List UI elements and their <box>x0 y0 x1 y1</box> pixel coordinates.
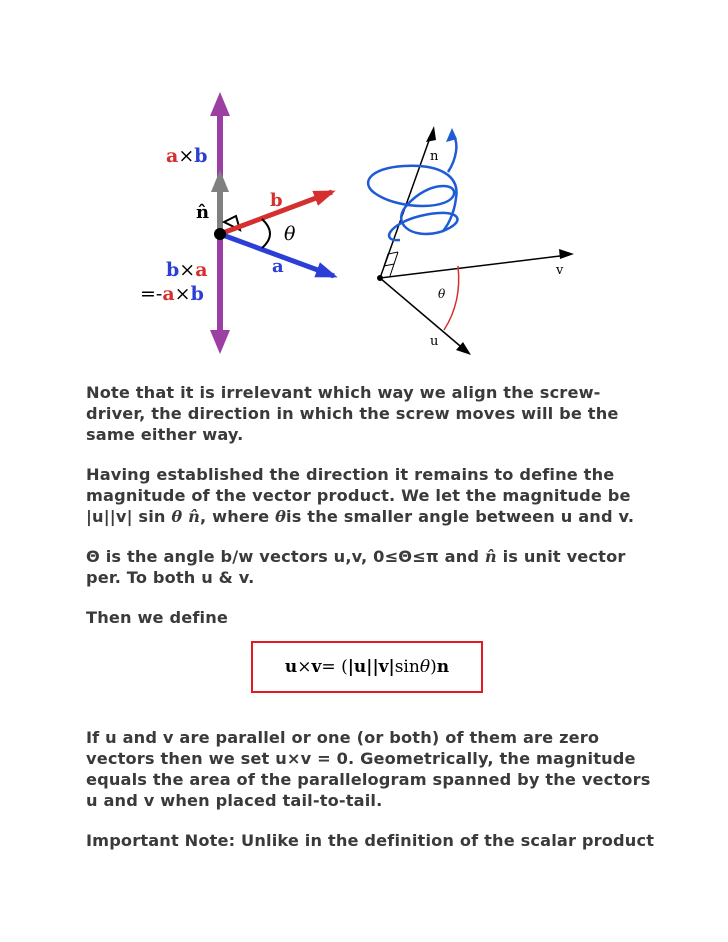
paragraph-parallel-zero: If u and v are parallel or one (or both) of them are zero vectors then we set u×v = 0. Geometrically, the magnitude equals the area of the parallelogram spanned by the vectors u and v when placed tail-to-tail. <box>86 728 651 810</box>
right-angle-marker <box>384 252 398 276</box>
label-n: n <box>430 149 439 164</box>
paragraph-screwdriver-note: Note that it is irrelevant which way we align the screw-driver, the direction in which the screw moves will be the same either way. <box>86 383 619 444</box>
u-axis <box>380 278 466 351</box>
label-u: u <box>430 334 439 349</box>
label-b: b <box>270 190 283 211</box>
angle-arc <box>262 219 270 248</box>
theta-symbol: θ <box>275 507 287 526</box>
label-neg-axb: =-a×b <box>140 283 204 305</box>
text-part: ≤π and <box>412 547 485 566</box>
nhat-symbol: n̂ <box>484 547 497 566</box>
n-arrowhead <box>426 126 436 142</box>
label-a: a <box>272 256 284 277</box>
nhat-symbol: n̂ <box>188 507 201 526</box>
label-v: v <box>556 263 564 278</box>
text-part: is the angle b/w vectors u,v, 0≤ <box>99 547 399 566</box>
text-part: , where <box>200 507 276 526</box>
v-axis <box>380 255 568 278</box>
axis-arrow-up <box>210 92 230 116</box>
origin-dot <box>377 275 383 281</box>
text-part: is the smaller angle between u and v. <box>286 507 635 526</box>
cross-product-formula: u × v = ( |u| |v| sin θ ) n <box>251 641 483 693</box>
paragraph-then-define: Then we define <box>86 608 229 627</box>
label-theta: θ <box>284 223 296 245</box>
text-part: is unit vector per. To both u & v. <box>86 547 626 587</box>
theta-symbol: Θ <box>398 547 413 566</box>
origin-dot <box>214 228 226 240</box>
paragraph-important-note: Important Note: Unlike in the definition of the scalar product <box>86 831 655 850</box>
label-theta: θ <box>438 287 446 301</box>
screw-rule-diagram-right <box>360 118 600 368</box>
v-arrowhead <box>559 249 574 259</box>
theta-symbol: θ <box>171 507 183 526</box>
label-nhat: n̂ <box>196 202 210 223</box>
text-part: Having established the direction it remains to define the magnitude of the vector product. We let the magnitude be |u||v| sin <box>86 465 631 526</box>
cross-product-diagram-left <box>120 88 370 358</box>
label-bxa: b×a <box>166 259 208 281</box>
label-axb: a×b <box>166 145 208 167</box>
paragraph-theta-definition <box>86 546 656 588</box>
theta-symbol: Θ <box>86 547 100 566</box>
angle-arc <box>444 266 459 330</box>
axis-arrow-down <box>210 330 230 354</box>
nhat-arrowhead <box>211 170 229 192</box>
paragraph-magnitude <box>86 464 656 527</box>
